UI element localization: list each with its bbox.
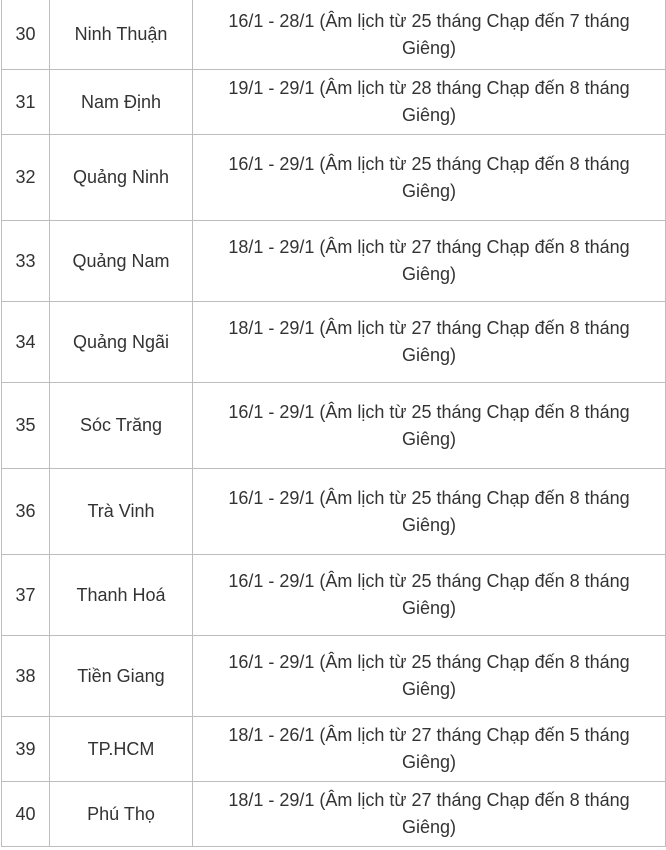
holiday-dates: 18/1 - 26/1 (Âm lịch từ 27 tháng Chạp đến 5 tháng Giêng) [193, 717, 666, 782]
province-name: Quảng Nam [50, 221, 193, 302]
holiday-dates: 16/1 - 29/1 (Âm lịch từ 25 tháng Chạp đến 8 tháng Giêng) [193, 555, 666, 636]
province-name: Nam Định [50, 70, 193, 135]
holiday-dates: 16/1 - 29/1 (Âm lịch từ 25 tháng Chạp đến 8 tháng Giêng) [193, 383, 666, 469]
province-name: TP.HCM [50, 717, 193, 782]
table-row [2, 717, 666, 782]
table-row [2, 70, 666, 135]
row-number: 37 [2, 555, 50, 636]
table-row [2, 469, 666, 555]
holiday-dates: 18/1 - 29/1 (Âm lịch từ 27 tháng Chạp đến 8 tháng Giêng) [193, 782, 666, 847]
row-number: 32 [2, 135, 50, 221]
province-name: Quảng Ninh [50, 135, 193, 221]
province-name: Ninh Thuận [50, 0, 193, 70]
table-row [2, 555, 666, 636]
row-number: 40 [2, 782, 50, 847]
holiday-dates: 16/1 - 29/1 (Âm lịch từ 25 tháng Chạp đến 8 tháng Giêng) [193, 636, 666, 717]
row-number: 35 [2, 383, 50, 469]
row-number: 39 [2, 717, 50, 782]
holiday-dates: 18/1 - 29/1 (Âm lịch từ 27 tháng Chạp đến 8 tháng Giêng) [193, 221, 666, 302]
holiday-schedule-table [1, 0, 666, 847]
province-name: Phú Thọ [50, 782, 193, 847]
holiday-dates: 18/1 - 29/1 (Âm lịch từ 27 tháng Chạp đến 8 tháng Giêng) [193, 302, 666, 383]
holiday-dates: 16/1 - 28/1 (Âm lịch từ 25 tháng Chạp đến 7 tháng Giêng) [193, 0, 666, 70]
province-name: Thanh Hoá [50, 555, 193, 636]
row-number: 36 [2, 469, 50, 555]
row-number: 34 [2, 302, 50, 383]
row-number: 33 [2, 221, 50, 302]
province-name: Sóc Trăng [50, 383, 193, 469]
holiday-dates: 16/1 - 29/1 (Âm lịch từ 25 tháng Chạp đến 8 tháng Giêng) [193, 135, 666, 221]
province-name: Tiền Giang [50, 636, 193, 717]
table-row [2, 636, 666, 717]
row-number: 31 [2, 70, 50, 135]
province-name: Quảng Ngãi [50, 302, 193, 383]
table-row [2, 0, 666, 70]
table-row [2, 302, 666, 383]
province-name: Trà Vinh [50, 469, 193, 555]
holiday-dates: 16/1 - 29/1 (Âm lịch từ 25 tháng Chạp đến 8 tháng Giêng) [193, 469, 666, 555]
holiday-dates: 19/1 - 29/1 (Âm lịch từ 28 tháng Chạp đến 8 tháng Giêng) [193, 70, 666, 135]
table-row [2, 383, 666, 469]
row-number: 38 [2, 636, 50, 717]
row-number: 30 [2, 0, 50, 70]
table-row [2, 782, 666, 847]
table-row [2, 221, 666, 302]
table-row [2, 135, 666, 221]
